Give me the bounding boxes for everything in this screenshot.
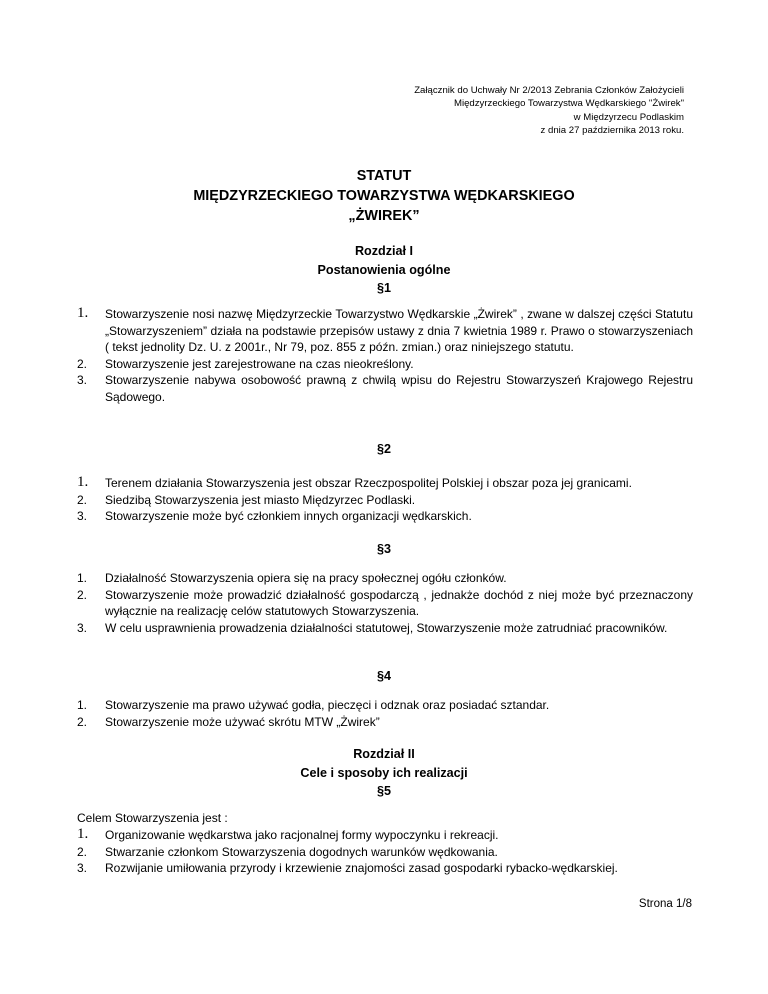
section-symbol: §1 (376, 281, 391, 295)
header-note-line: z dnia 27 października 2013 roku. (540, 125, 684, 137)
item-text: Siedzibą Stowarzyszenia jest miasto Międzyrzec Podlaski. (105, 492, 416, 507)
section-intro: Celem Stowarzyszenia jest : (77, 811, 228, 825)
header-note-line: Załącznik do Uchwały Nr 2/2013 Zebrania Członków Założycieli (414, 85, 684, 96)
document-title (0, 166, 768, 226)
chapter-subtitle: Cele i sposoby ich realizacji (300, 765, 468, 780)
list-item (77, 860, 693, 877)
header-note-line: Międzyrzeckiego Towarzystwa Wędkarskiego "Żwirek" (453, 98, 684, 110)
list-item (77, 372, 693, 405)
title-line: „ŻWIREK” (348, 208, 420, 224)
item-number: 2. (77, 356, 88, 371)
item-number: 1. (77, 571, 88, 585)
item-text: Organizowanie wędkarstwa jako racjonalnej formy wypoczynku i rekreacji. (105, 828, 499, 842)
chapter-heading (0, 745, 768, 801)
item-number: 1. (77, 698, 88, 712)
section-list (77, 306, 693, 406)
item-number: 1. (77, 826, 89, 842)
section-symbol: §2 (376, 442, 391, 456)
item-number: 1. (77, 305, 89, 321)
list-item (77, 587, 693, 620)
page-number: Strona 1/8 (638, 898, 692, 910)
list-item (77, 508, 693, 525)
item-text: Stwarzanie członkom Stowarzyszenia dogodnych warunków wędkowania. (105, 844, 498, 859)
list-item (77, 827, 693, 844)
list-item (77, 570, 693, 587)
item-text: Stowarzyszenie może używać skrótu MTW „Żwirek” (105, 714, 380, 729)
list-item (77, 697, 693, 714)
item-number: 2. (77, 492, 88, 507)
item-text: Terenem działania Stowarzyszenia jest obszar Rzeczpospolitej Polskiej i obszar poza jej granicami. (105, 476, 632, 490)
item-number: 2. (77, 587, 88, 602)
section-list (77, 697, 693, 730)
item-text: Stowarzyszenie nabywa osobowość prawną z chwilą wpisu do Rejestru Stowarzyszeń Krajowego Rejestru Sądowego. (105, 373, 693, 404)
item-number: 2. (77, 714, 88, 729)
item-text: Stowarzyszenie może być członkiem innych organizacji wędkarskich. (105, 509, 472, 524)
item-text: Stowarzyszenie może prowadzić działalność gospodarczą , jednakże dochód z niej może być przeznaczony wyłącznie na realizację celów statutowych Stowarzyszenia. (105, 587, 693, 619)
list-item (77, 844, 693, 861)
section-heading (0, 540, 768, 559)
section-symbol: §5 (376, 784, 391, 798)
list-item (77, 620, 693, 637)
section-heading (0, 667, 768, 686)
section-heading (0, 440, 768, 459)
list-item (77, 714, 693, 731)
item-text: Stowarzyszenie ma prawo używać godła, pieczęci i odznak oraz posiadać sztandar. (105, 698, 550, 712)
section-list (77, 827, 693, 877)
title-line: MIĘDZYRZECKIEGO TOWARZYSTWA WĘDKARSKIEGO (193, 188, 575, 204)
item-text: Stowarzyszenie nosi nazwę Międzyrzeckie Towarzystwo Wędkarskie „Żwirek” , zwane w dalszej części Statutu „Stowarzyszeniem” działa na podstawie przepisów ustawy z dnia 7 kwietnia 1989 r. Prawo o stowarzyszeniach ( tekst jednolity Dz. U. z 2001r., Nr 79, poz. 855 z późn. zmian.) oraz niniejszego statutu. (105, 307, 693, 355)
chapter-name: Rozdział I (354, 244, 414, 258)
list-item (77, 306, 693, 356)
item-number: 1. (77, 474, 89, 490)
chapter-heading (0, 242, 768, 298)
section-symbol: §3 (376, 542, 391, 556)
item-number: 3. (77, 373, 88, 388)
list-item (77, 475, 693, 492)
title-line: STATUT (356, 168, 412, 184)
item-number: 2. (77, 844, 88, 859)
chapter-name: Rozdział II (353, 747, 415, 761)
item-text: Stowarzyszenie jest zarejestrowane na czas nieokreślony. (105, 356, 414, 371)
item-number: 3. (77, 620, 88, 635)
list-item (77, 356, 693, 373)
list-item (77, 492, 693, 509)
section-list (77, 570, 693, 636)
item-number: 3. (77, 861, 88, 876)
header-note (264, 84, 684, 138)
header-note-line: w Międzyrzecu Podlaskim (573, 111, 684, 123)
section-list (77, 475, 693, 525)
item-text: Rozwijanie umiłowania przyrody i krzewienie znajomości zasad gospodarki rybacko-wędkarskiej. (105, 861, 618, 876)
item-number: 3. (77, 509, 88, 524)
section-symbol: §4 (376, 669, 391, 683)
item-text: W celu usprawnienia prowadzenia działalności statutowej, Stowarzyszenie może zatrudniać pracowników. (105, 620, 668, 635)
chapter-subtitle: Postanowienia ogólne (317, 262, 451, 277)
item-text: Działalność Stowarzyszenia opiera się na pracy społecznej ogółu członków. (105, 571, 507, 585)
